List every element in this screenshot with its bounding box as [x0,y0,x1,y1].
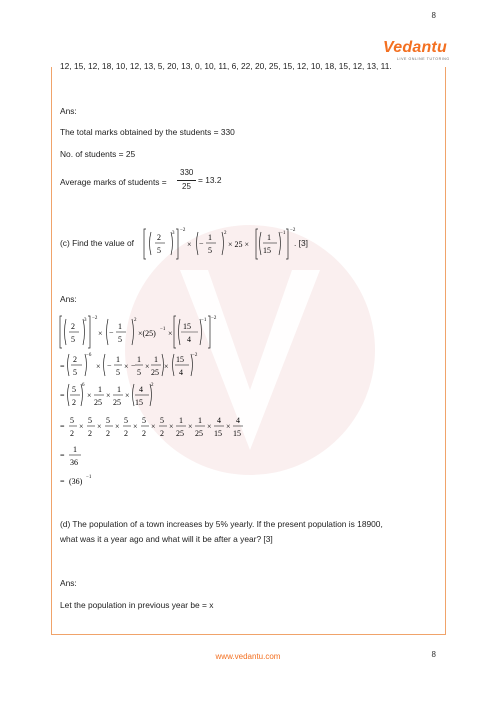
svg-text:−1: −1 [201,318,207,323]
svg-text:4: 4 [187,335,191,344]
svg-text:25: 25 [151,368,159,377]
svg-text:1: 1 [137,355,141,364]
svg-text:5: 5 [70,416,74,425]
svg-text:5: 5 [72,385,76,394]
svg-text:5: 5 [118,335,122,344]
avg-denominator: 25 [182,182,191,191]
svg-text:2: 2 [88,429,92,438]
question-d-line1: (d) The population of a town increases by 5% yearly. If the present population is 18900, [60,519,383,529]
svg-text:2: 2 [70,429,74,438]
vedantu-logo [383,40,453,66]
svg-text:×: × [145,362,150,371]
svg-text:=: = [60,451,65,460]
svg-text:15: 15 [233,429,241,438]
svg-text:1: 1 [267,233,271,242]
svg-text:25: 25 [94,398,102,407]
svg-text:−1: −1 [86,475,92,480]
avg-label: Average marks of students = [60,177,167,187]
svg-text:2: 2 [151,383,154,388]
svg-text:2: 2 [106,429,110,438]
avg-fraction-bar [177,180,196,181]
svg-text:×: × [87,391,92,400]
svg-text:5: 5 [208,246,212,255]
svg-text:×: × [187,240,192,249]
question-c-suffix: . [3] [294,238,308,248]
svg-text:×(25): ×(25) [138,329,156,338]
svg-text:2: 2 [224,231,227,236]
avg-result: = 13.2 [198,175,222,185]
logo-text: Vedantu [383,39,447,56]
footer-url[interactable]: www.vedantu.com [215,652,281,661]
avg-numerator: 330 [180,168,194,177]
svg-text:3: 3 [172,231,175,236]
logo-tagline: LIVE ONLINE TUTORING [397,57,450,61]
ans-label-c: Ans: [60,294,77,304]
svg-text:×: × [151,422,156,431]
svg-text:25: 25 [176,429,184,438]
svg-text:−2: −2 [192,353,198,358]
marks-sequence: 12, 15, 12, 18, 10, 12, 13, 5, 20, 13, 0, 10, 11, 6, 22, 20, 25, 15, 12, 10, 18, 15, 12, 13, 11. [60,61,392,71]
svg-text:4: 4 [139,385,143,394]
svg-text:1: 1 [73,445,77,454]
svg-text:−2: −2 [180,228,186,233]
page-number-top: 8 [431,11,436,20]
svg-text:2: 2 [73,355,77,364]
svg-text:15: 15 [176,355,184,364]
svg-text:6: 6 [82,383,85,388]
ans-label-d: Ans: [60,578,77,588]
svg-text:×: × [115,422,120,431]
svg-text:5: 5 [137,368,141,377]
svg-text:2: 2 [72,398,76,407]
svg-text:25: 25 [113,398,121,407]
svg-text:1: 1 [118,322,122,331]
svg-text:2: 2 [134,318,137,323]
svg-text:×: × [125,391,130,400]
question-c-label: (c) Find the value of [60,238,135,248]
svg-text:1: 1 [208,233,212,242]
svg-text:36: 36 [70,458,78,467]
svg-text:−6: −6 [86,353,92,358]
page-number-bottom: 8 [431,650,436,659]
svg-text:1: 1 [98,385,102,394]
svg-text:−2: −2 [290,228,296,233]
svg-text:−: − [107,361,112,370]
svg-text:5: 5 [106,416,110,425]
svg-text:15: 15 [183,322,191,331]
svg-text:×: × [96,362,101,371]
svg-text:×: × [164,362,169,371]
svg-text:−1: −1 [160,327,166,332]
svg-text:−2: −2 [92,316,98,321]
svg-text:×: × [226,422,231,431]
svg-text:×: × [169,422,174,431]
svg-text:×: × [207,422,212,431]
svg-text:1: 1 [154,355,158,364]
svg-text:=: = [60,362,65,371]
num-students-text: No. of students = 25 [60,149,136,159]
svg-text:×: × [188,422,193,431]
svg-text:2: 2 [142,429,146,438]
total-marks-text: The total marks obtained by the students = 330 [60,127,235,137]
svg-text:×: × [97,422,102,431]
svg-text:−: − [199,239,204,248]
ans-label-a: Ans: [60,106,77,116]
svg-text:2: 2 [157,233,161,242]
svg-text:1: 1 [198,416,202,425]
svg-text:1: 1 [117,385,121,394]
svg-text:×: × [124,362,129,371]
svg-text:15: 15 [135,398,143,407]
svg-text:3: 3 [84,318,87,323]
svg-text:×: × [79,422,84,431]
svg-text:4: 4 [236,416,240,425]
svg-text:1: 1 [179,416,183,425]
svg-text:4: 4 [179,368,183,377]
svg-text:5: 5 [88,416,92,425]
svg-text:5: 5 [124,416,128,425]
svg-text:−2: −2 [211,316,217,321]
question-d-line2: what was it a year ago and what will it be after a year? [3] [60,534,273,544]
svg-text:5: 5 [71,335,75,344]
svg-text:5: 5 [157,246,161,255]
svg-text:× 25 ×: × 25 × [228,240,250,249]
svg-text:2: 2 [71,322,75,331]
svg-text:×: × [98,329,103,338]
svg-text:5: 5 [116,368,120,377]
svg-text:25: 25 [195,429,203,438]
svg-text:15: 15 [214,429,222,438]
svg-text:−: − [131,361,136,370]
svg-text:×: × [133,422,138,431]
svg-text:15: 15 [263,246,271,255]
svg-text:4: 4 [217,416,221,425]
svg-text:1: 1 [116,355,120,364]
answer-d-text: Let the population in previous year be = x [60,600,214,610]
svg-text:=: = [60,477,65,486]
svg-text:−: − [109,328,114,337]
svg-text:5: 5 [160,416,164,425]
svg-text:5: 5 [142,416,146,425]
svg-text:−1: −1 [280,231,286,236]
svg-text:2: 2 [160,429,164,438]
svg-text:2: 2 [124,429,128,438]
svg-text:=: = [60,422,65,431]
svg-text:=: = [60,391,65,400]
svg-text:×: × [168,329,173,338]
answer-c-working [58,312,258,488]
svg-text:(36): (36) [69,477,83,486]
svg-text:×: × [106,391,111,400]
svg-text:5: 5 [73,368,77,377]
